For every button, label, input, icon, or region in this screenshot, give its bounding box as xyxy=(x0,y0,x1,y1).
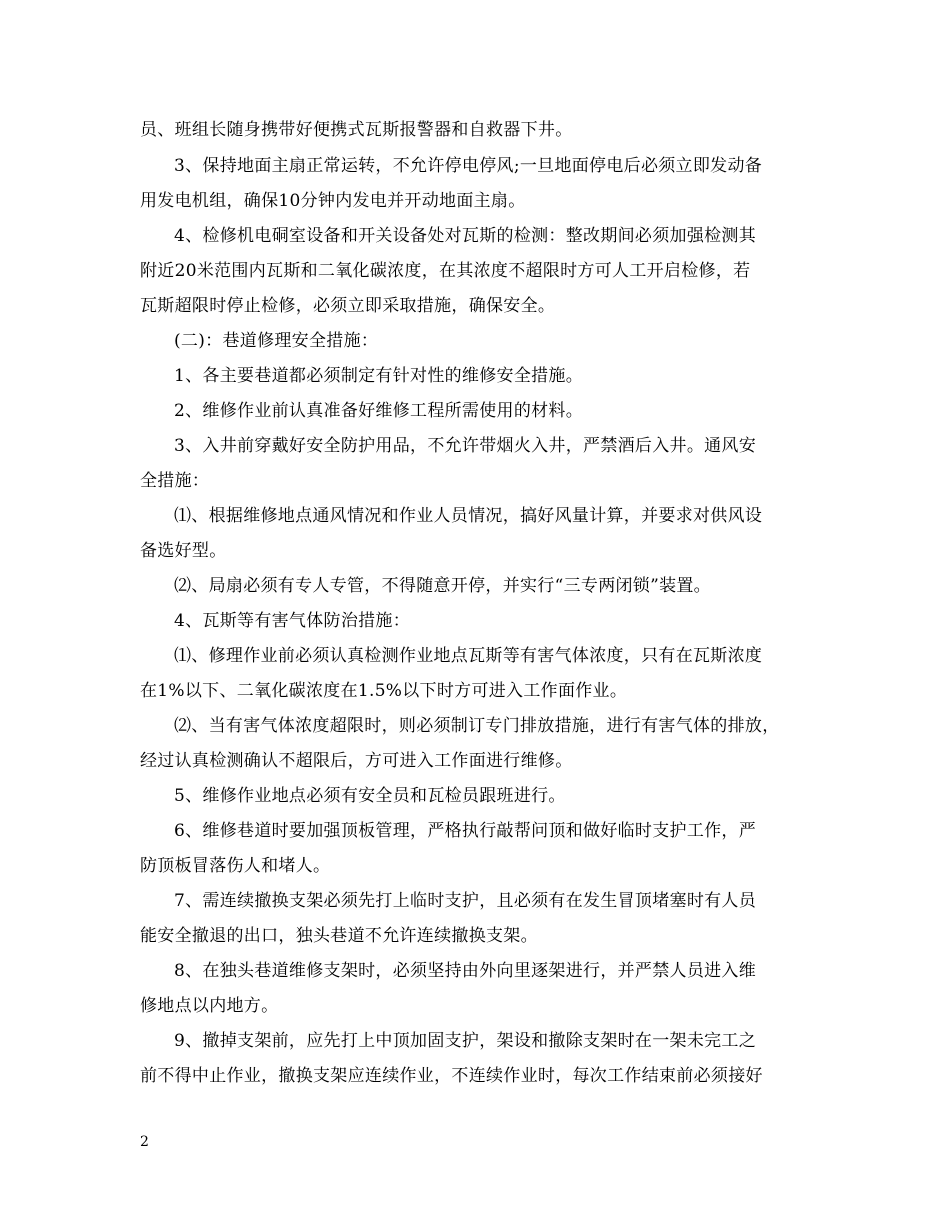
text-line: 3、入井前穿戴好安全防护用品，不允许带烟火入井，严禁酒后入井。通风安 xyxy=(174,436,757,456)
text-line: ⑴、修理作业前必须认真检测作业地点瓦斯等有害气体浓度，只有在瓦斯浓度 xyxy=(174,646,763,666)
text-line: 5、维修作业地点必须有安全员和瓦检员跟班进行。 xyxy=(174,786,566,806)
text-line: 经过认真检测确认不超限后，方可进入工作面进行维修。 xyxy=(140,751,573,771)
text-line: 员、班组长随身携带好便携式瓦斯报警器和自救器下井。 xyxy=(140,120,573,140)
text-line: 6、维修巷道时要加强顶板管理，严格执行敲帮问顶和做好临时支护工作，严 xyxy=(174,821,757,841)
text-line: 防顶板冒落伤人和堵人。 xyxy=(140,856,331,876)
text-line: 4、检修机电硐室设备和开关设备处对瓦斯的检测：整改期间必须加强检测其 xyxy=(174,226,757,246)
text-line: ⑵、局扇必须有专人专管，不得随意开停，并实行“三专两闭锁”装置。 xyxy=(174,576,711,596)
text-line: ⑵、当有害气体浓度超限时，则必须制订专门排放措施，进行有害气体的排放， xyxy=(174,716,780,736)
page-number: 2 xyxy=(140,1134,149,1150)
text-line: ⑴、根据维修地点通风情况和作业人员情况，搞好风量计算，并要求对供风设 xyxy=(174,506,763,526)
text-line: 9、撤掉支架前，应先打上中顶加固支护，架设和撤除支架时在一架未完工之 xyxy=(174,1031,757,1051)
text-line: 3、保持地面主扇正常运转，不允许停电停风;一旦地面停电后必须立即发动备 xyxy=(174,156,763,176)
text-line: 在1%以下、二氧化碳浓度在1.5%以下时方可进入工作面作业。 xyxy=(140,681,628,701)
text-line: 备选好型。 xyxy=(140,541,227,561)
text-line: 修地点以内地方。 xyxy=(140,996,279,1016)
section-heading: (二)：巷道修理安全措施： xyxy=(174,331,379,351)
text-line: 4、瓦斯等有害气体防治措施： xyxy=(174,611,411,631)
text-line: 能安全撤退的出口，独头巷道不允许连续撤换支架。 xyxy=(140,926,538,946)
text-line: 用发电机组，确保10分钟内发电并开动地面主扇。 xyxy=(140,191,526,211)
text-line: 1、各主要巷道都必须制定有针对性的维修安全措施。 xyxy=(174,366,584,386)
text-line: 附近20米范围内瓦斯和二氧化碳浓度，在其浓度不超限时方可人工开启检修，若 xyxy=(140,261,751,281)
text-line: 前不得中止作业，撤换支架应连续作业，不连续作业时，每次工作结束前必须接好 xyxy=(140,1066,763,1086)
text-line: 8、在独头巷道维修支架时，必须坚持由外向里逐架进行，并严禁人员进入维 xyxy=(174,961,757,981)
text-line: 2、维修作业前认真准备好维修工程所需使用的材料。 xyxy=(174,401,584,421)
text-line: 全措施： xyxy=(140,471,210,491)
text-line: 瓦斯超限时停止检修，必须立即采取措施，确保安全。 xyxy=(140,296,556,316)
text-line: 7、需连续撤换支架必须先打上临时支护，且必须有在发生冒顶堵塞时有人员 xyxy=(174,891,757,911)
